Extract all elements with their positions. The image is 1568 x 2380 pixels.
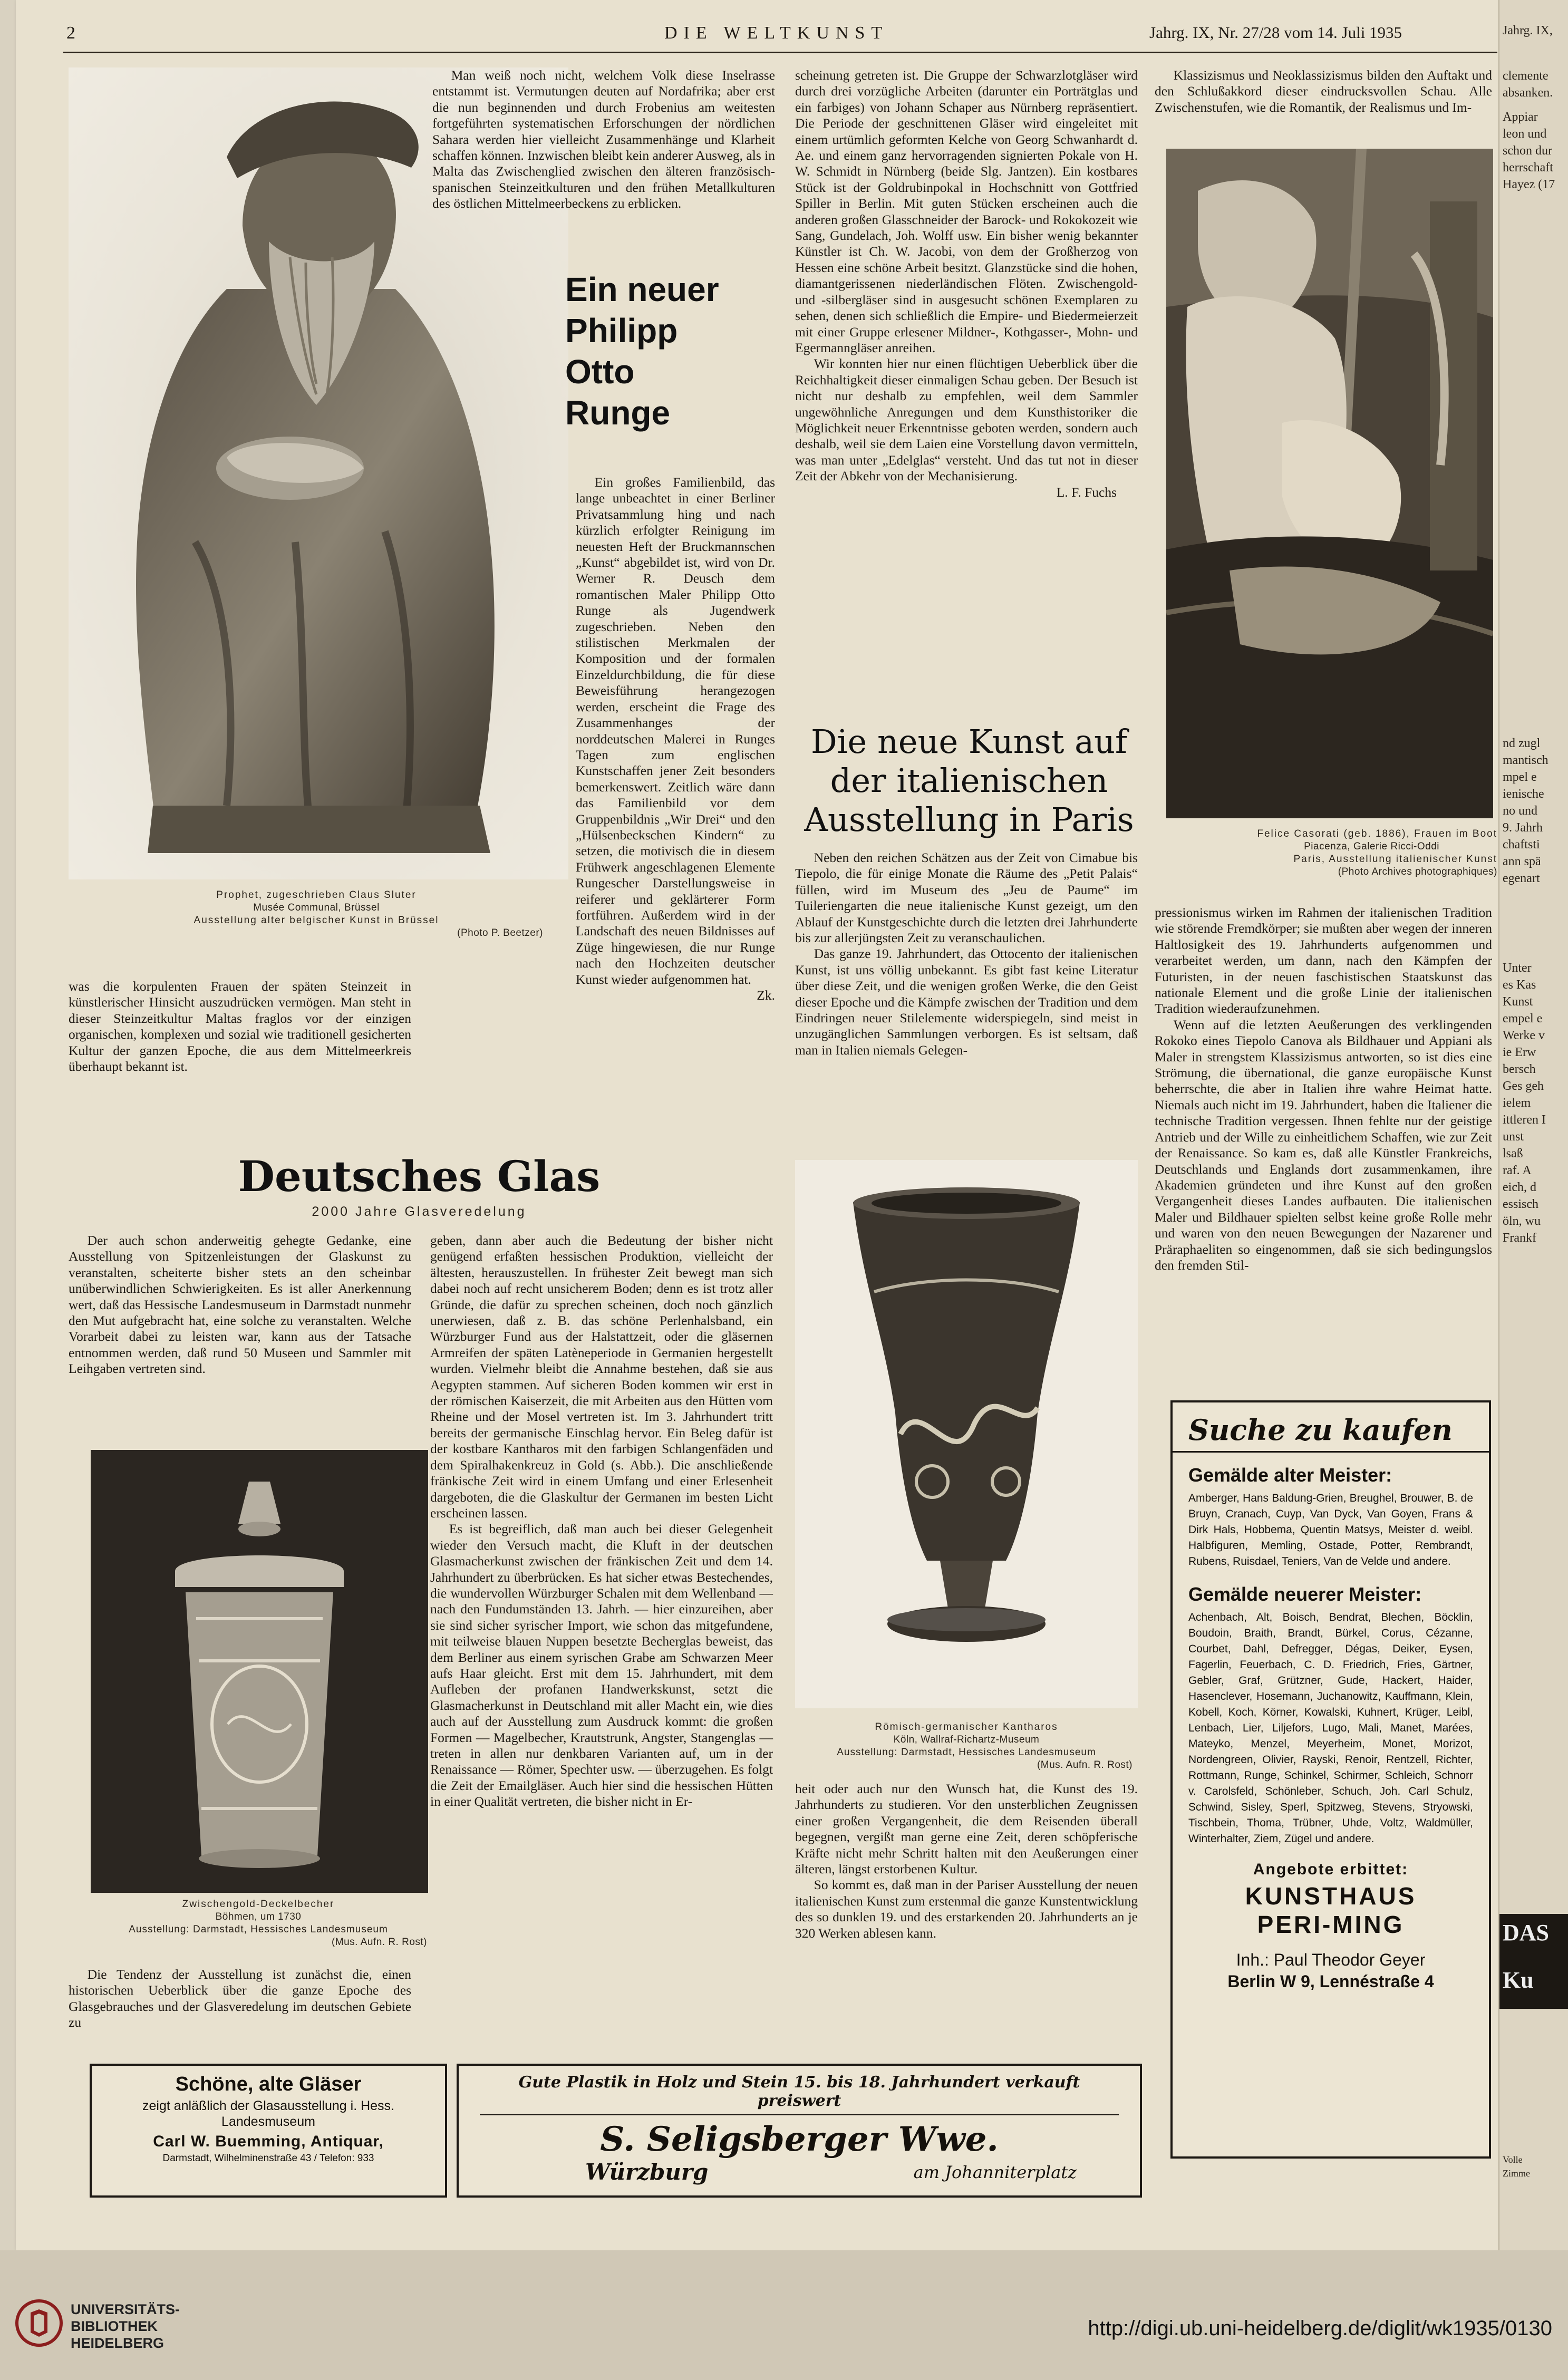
ad-text: zeigt anläßlich der Glasausstellung i. Hess. Landesmuseum	[142, 2098, 394, 2129]
fragment: no und	[1503, 804, 1537, 818]
ad-artist-list: Amberger, Hans Baldung-Grien, Breughel, Brouwer, B. de Bruyn, Cranach, Cuyp, Van Dyck, Van Goyen, Frans & Dirk Hals, Hobbema, Quentin Matsys, Meister d. weibl. Halbfiguren, Memling, Ostade, Potter, Rembrandt, Rubens, Ruisdael, Teniers, Van de Velde und andere.	[1188, 1492, 1473, 1568]
fragment: ittleren I	[1503, 1113, 1546, 1127]
ad-buemming	[90, 2064, 447, 2198]
ad-address: Darmstadt, Wilhelminenstraße 43 / Telefon: 933	[162, 2153, 374, 2164]
italian-art-text-lower	[1155, 905, 1492, 1273]
caption-line: Prophet, zugeschrieben Claus Sluter	[216, 889, 417, 901]
ad-seligsberger	[457, 2064, 1142, 2198]
caption-line: Ausstellung: Darmstadt, Hessisches Landesmuseum	[837, 1747, 1096, 1758]
fragment: ienische	[1503, 787, 1544, 801]
ad-kunsthaus-peri-ming	[1170, 1400, 1491, 2159]
university-library-logo-icon	[15, 2299, 63, 2347]
fragment: nd zugl	[1503, 737, 1541, 750]
malta-article-end	[69, 979, 411, 1075]
caption-line: Felice Casorati (geb. 1886), Frauen im Boot	[1257, 828, 1497, 839]
fragment: lsaß	[1503, 1147, 1523, 1160]
glas-subheadline: 2000 Jahre Glasveredelung	[312, 1204, 527, 1219]
casorati-painting-photo	[1166, 149, 1493, 818]
paragraph: geben, dann aber auch die Bedeutung der bisher nicht genügend erfaßten hessischen Produktion, vielleicht der ältesten, herauszustellen. In frühester Zeit bewegt man sich dabei noch auf recht unsicherem Boden; denn es ist trotz aller Gründe, die dafür zu sprechen scheinen, doch noch gänzlich unerwiesen, daß z. B. das schöne Perlenhalsband, ein Würzburger Fund aus der Halstattzeit, oder die gläsernen Armreifen der späten Latèneperiode in Germanien hergestellt wurden. Vielmehr bleibt die Annahme bestehen, daß sie aus Aegypten stammen. Auf sicheren Boden kommen wir erst in der römischen Kaiserzeit, die mit Arbeiten aus den Hütten vom Rheine und der Mosel vertreten ist. Im 3. Jahrhundert tritt bereits der germanische Einschlag hervor. Ein Beleg dafür ist der kostbare Kantharos mit den farbigen Schlangenfäden und dem Spiralhakenkreuz in Gold (s. Abb.). Die anschließende fränkische Zeit wird in einem Umfang und einer Erlesenheit dargeboten, die die Glaskultur der Germanen im besten Licht erscheinen lassen.	[430, 1233, 773, 1521]
paragraph: was die korpulenten Frauen der späten Steinzeit in künstlerischer Hinsicht auszudrücken vermögen. Man steht in dieser Steinzeitkultur Maltas fraglos vor der einzigen organischen, komplexen und sozial wie traditionell gesicherten Kultur der ganzen Epoche, die aus dem Mittelmeerkreis überhaupt bekannt ist.	[69, 979, 411, 1075]
fragment: Kunst	[1503, 995, 1533, 1009]
fragment: öln, wu	[1503, 1214, 1541, 1228]
runge-headline	[565, 269, 719, 433]
headline-line: Die neue Kunst auf	[811, 722, 1127, 761]
fragment: mpel e	[1503, 770, 1537, 784]
fragment: Werke v	[1503, 1029, 1545, 1042]
fragment: 9. Jahrh	[1503, 821, 1543, 835]
fragment: bersch	[1503, 1062, 1536, 1076]
library-name-line: BIBLIOTHEK	[71, 2318, 158, 2334]
kantharos-photo	[795, 1160, 1138, 1708]
next-page-edge	[1498, 0, 1568, 2250]
paragraph: Wenn auf die letzten Aeußerungen des verklingenden Rokoko eines Tiepolo Canova als Bildhauer und Appiani als Maler in strengstem Klassizismus antworten, so ist dies eine Strömung, die übernational, die ganze europäische Kunst beherrschte, die aber in Italien ihre wahre Heimat hatte. Niemals auch nicht im 19. Jahrhundert, haben die Italiener die technische Tradition vergessen. Ihnen fehlte nur der geistige Antrieb und der Wille zu einheitlichem Schaffen, wie zur Zeit der Renaissance. So kam es, daß alle Künstler Frankreichs, Deutschlands und Englands dort zusammenkamen, ihre Akademien gründeten und ihre Kunst auf den großen Vergangenheit dieses Landes aufbauten. Die italienischen Maler und Bildhauer spielten selbst keine große Rolle mehr und waren von den neuen Bewegungen der Nazarener und Präraphaeliten so eingenommen, daß sie sich bedingungslos den fremden Stil-	[1155, 1017, 1492, 1273]
italian-art-text-top	[1155, 67, 1492, 115]
fragment: ann spä	[1503, 855, 1541, 868]
newspaper-page	[16, 0, 1498, 2250]
library-name	[71, 2301, 180, 2352]
headline-line: Ein neuer	[565, 270, 719, 308]
ad-section-heading: Gemälde neuerer Meister:	[1188, 1583, 1422, 1605]
fragment: eich, d	[1503, 1181, 1536, 1194]
fragment: Ges geh	[1503, 1079, 1544, 1093]
women-in-boat-image	[1166, 149, 1493, 818]
fragment: leon und	[1503, 127, 1547, 141]
paragraph: Wir konnten hier nur einen flüchtigen Ueberblick über die Reichhaltigkeit dieser einmaligen Schau geben. Der Besuch ist nicht nur deshalb zu empfehlen, weil dem Sammler ungewöhnliche Anregungen und dem Kunsthistoriker die Möglichkeit neuer Erkenntnisse geboten werden, sondern auch deshalb, weil sie dem Laien eine Vorstellung davon vermitteln, was man unter „Edelglas“ versteht. Und das tut not in dieser Zeit der Abkehr von der Mechanisierung.	[795, 356, 1138, 484]
ad-address: am Johanniterplatz	[913, 2162, 1077, 2182]
fragment: chaftsti	[1503, 838, 1540, 852]
fragment: es Kas	[1503, 978, 1536, 992]
glas-headline: Deutsches Glas	[238, 1152, 601, 1201]
ad-firm: S. Seligsberger Wwe.	[600, 2120, 999, 2159]
deckelbecher-photo	[91, 1450, 428, 1893]
headline-line: Philipp	[565, 312, 678, 350]
caption-line: Ausstellung alter belgischer Kunst in Brüssel	[193, 915, 439, 926]
ad-offers: Angebote erbittet:	[1253, 1861, 1409, 1878]
headline-line: Otto	[565, 353, 635, 391]
paragraph: Es ist begreiflich, daß man auch bei dieser Gelegenheit wieder den Versuch macht, die Kluft in der deutschen Glasmacherkunst zwischen der fränkischen Zeit und dem 14. Jahrhundert zu überbrücken. Es hat sicher etwas Bestechendes, die wundervollen Würzburger Schalen mit dem Wellenband — nach den Fundumständen 13. Jahrh. — hier einzureihen, aber sie sind sicher syrischer Import, wie schon das mitgefundene, mit teilweise blauen Nuppen besetzte Becherglas beweist, das dem Berliner aus einem syrischen Grabe am Schwarzen Meer aufs Haar gleicht. Erst mit dem 15. Jahrhundert, mit dem Aufleben der profanen Handwerkskunst, setzt die Glasmacherkunst in Deutschland mit aller Macht ein, wie dies auch auf der Ausstellung zum Ausdruck kommt: die großen Formen — Magelbecher, Krautstrunk, Angster, Stangenglas — treten in allen nur denkbaren Varianten auf, um in der Renaissance — Römer, Spechter usw. — überzugehen. Es folgt die Zeit der Emailgläser. Auch hier sind die hessischen Hütten in einer Qualität vertreten, die bisher nicht in Er-	[430, 1521, 773, 1810]
paragraph: pressionismus wirken im Rahmen der italienischen Tradition wie störende Fremdkörper; sie mußten aber wegen der inneren Haltlosigkeit des 19. Jahrhunderts aufgenommen und verarbeitet werden, um dann, nach den Kämpfen der Futuristen, in der neuen faschistischen Staatskunst das nationale Element und die große Linie der italienischen Tradition wiederaufzunehmen.	[1155, 905, 1492, 1017]
ad-city: Würzburg	[585, 2159, 709, 2185]
fragment: Volle	[1503, 2154, 1523, 2165]
fragment: essisch	[1503, 1197, 1538, 1211]
headline-line: der italienischen	[830, 761, 1108, 800]
fragment: absanken.	[1503, 86, 1553, 100]
photo-credit: (Photo P. Beetzer)	[457, 927, 543, 939]
runge-article-text	[576, 475, 775, 1003]
fragment: egenart	[1503, 872, 1540, 885]
headline-line: Runge	[565, 394, 671, 432]
fragment: Appiar	[1503, 110, 1538, 124]
paragraph: heit oder auch nur den Wunsch hat, die Kunst des 19. Jahrhunderts zu studieren. Vor den unsterblichen Zeugnissen einer großen Vergangenheit, die dem Reisenden überall begegnen, vergißt man gerne eine Zeit, deren schöpferische Kräfte nicht mehr Schritt halten mit den Aeußerungen einer älteren, längst erstorbenen Kultur.	[795, 1781, 1138, 1877]
ad-owner: Inh.: Paul Theodor Geyer	[1236, 1950, 1426, 1969]
paragraph: Das ganze 19. Jahrhundert, das Ottocento der italienischen Kunst, ist uns völlig unbekannt. Es gibt fast keine Literatur über diese Zeit, und die wenigen großen Werke, die den Geist dieser Epoche und die Kämpfe zwischen der Tradition und dem Eindringen neuer Stilelemente widerspiegeln, sind meist in unzugänglichen Sammlungen verborgen. Es ist seltsam, daß man in Italien niemals Gelegen-	[795, 946, 1138, 1058]
fragment: empel e	[1503, 1012, 1543, 1025]
photo-credit: (Photo Archives photographiques)	[1338, 866, 1497, 877]
caption-line: Musée Communal, Brüssel	[253, 902, 380, 913]
paragraph: Klassizismus und Neoklassizismus bilden den Auftakt und den Schlußakkord dieser eindrucksvollen Schau. Alle Zwischenstufen, wie die Romantik, der Realismus und Im-	[1155, 67, 1492, 115]
header-rule	[63, 52, 1497, 53]
caption-line: Piacenza, Galerie Ricci-Oddi	[1304, 841, 1439, 852]
fragment: Jahrg. IX,	[1503, 24, 1553, 37]
glas-article-col2	[430, 1233, 773, 1810]
issue-info: Jahrg. IX, Nr. 27/28 vom 14. Juli 1935	[1149, 23, 1402, 42]
caption-line: Ausstellung: Darmstadt, Hessisches Landesmuseum	[129, 1924, 388, 1935]
fragment: ie Erw	[1503, 1046, 1536, 1059]
ad-firm: PERI-MING	[1257, 1911, 1405, 1938]
casorati-caption	[1155, 828, 1497, 878]
paris-headline	[795, 722, 1143, 839]
ad-title: Schöne, alte Gläser	[175, 2073, 362, 2095]
malta-article-continuation	[432, 67, 775, 212]
masthead: DIE WELTKUNST	[664, 23, 889, 43]
fragment: Zimme	[1503, 2168, 1530, 2179]
kantharos-image	[795, 1160, 1138, 1708]
paragraph: So kommt es, daß man in der Pariser Ausstellung der neuen italienischen Kunst zum erstenmal die ganze Kunstentwicklung des so dunklen 19. und des erstarkenden 20. Jahrhunderts an je 320 Werken ablesen kann.	[795, 1877, 1138, 1941]
deckelbecher-caption	[84, 1898, 432, 1949]
paragraph: Der auch schon anderweitig gehegte Gedanke, eine Ausstellung von Spitzenleistungen der Glaskunst zu veranstalten, scheiterte bisher stets an den scheinbar unüberwindlichen Schwierigkeiten. Es ist aller Anerkennung wert, daß das Hessische Landesmuseum in Darmstadt nunmehr den Mut aufgebracht hat, eine solche zu veranstalten. Welche Vorarbeit dabei zu leisten war, kann aus der Tatsache entnommen werden, daß rund 50 Museen und Sammler mit Leihgaben vertreten sind.	[69, 1233, 411, 1377]
glas-article-col1-end	[69, 1967, 411, 2031]
caption-line: Paris, Ausstellung italienischer Kunst	[1293, 854, 1497, 865]
glas-article-col1	[69, 1233, 411, 1377]
paragraph: scheinung getreten ist. Die Gruppe der Schwarzlotgläser wird durch drei vorzügliche Arbeiten (darunter ein Porträtglas und ein farbiges) von Johann Schaper aus Nürnberg repräsentiert. Die Periode der geschnittenen Gläser wird eingeleitet mit einem urtümlich geformten Kelche von Georg Schwanhardt d. Ae. und einem ganz hervorragenden signierten Pokale von H. W. Schmidt in Nürnberg (beide Slg. Jantzen). Ein kostbares Stück ist der Goldrubinpokal in Hochschnitt von Gottfried Spiller in Berlin. Mit guten Stücken erscheinen auch die anderen großen Glasschneider der Barock- und Rokokozeit wie Sang, Gundelach, Joh. Wolff usw. Ein bisher wenig bekannter Künstler ist Ch. W. Jacobi, von dem der Großherzog von Hessen eine schöne Arbeit besitzt. Glanzstücke sind die hohen, diamantgerissenen niederländischen Flöten. Zwischengold- und -silbergläser sind in ausgesucht schönen Exemplaren zu sehen, denen sich schließlich die Empire- und Biedermeierzeit mit einer Gruppe erlesener Mildner-, Kothgasser-, Mohn- und Egermanngläser anreihen.	[795, 67, 1138, 355]
fragment: raf. A	[1503, 1164, 1532, 1177]
fragment: mantisch	[1503, 753, 1548, 767]
library-footer	[0, 2250, 1568, 2380]
fragment: Ku	[1503, 1967, 1534, 1993]
fragment: herrschaft	[1503, 161, 1553, 175]
signature: Zk.	[757, 988, 775, 1003]
fragment: ielem	[1503, 1096, 1531, 1110]
source-url-link[interactable]: http://digi.ub.uni-heidelberg.de/diglit/wk1935/0130	[1088, 2317, 1552, 2340]
library-name-line: HEIDELBERG	[71, 2335, 164, 2351]
ad-title: Suche zu kaufen	[1173, 1402, 1489, 1453]
photo-credit: (Mus. Aufn. R. Rost)	[331, 1937, 427, 1948]
page-number: 2	[66, 23, 75, 43]
ad-location	[459, 2159, 1140, 2185]
glass-article-top-continuation	[795, 67, 1138, 500]
signature: L. F. Fuchs	[1056, 484, 1117, 500]
paragraph: Ein großes Familienbild, das lange unbeachtet in einer Berliner Privatsammlung hing und nach kürzlich erfolgter Reinigung im neuesten Heft der Bruckmannschen „Kunst“ abgebildet ist, wird von Dr. Werner R. Deusch dem romantischen Maler Philipp Otto Runge als Jugendwerk zugeschrieben. Neben den stilistischen Merkmalen der Komposition und der formalen Einzeldurchbildung, die für diese Beweisführung herangezogen werden, erscheint die Frage des Zusammenhanges der norddeutschen Malerei in Runges Tagen zum englischen Kunstschaffen jener Zeit besonders bemerkenswert. Zeitlich wäre dann das Familienbild vor dem Gruppenbildnis „Wir Drei“ und den „Hülsenbeckschen Kindern“ zu setzen, die motivisch die in diesem Frühwerk angeschlagenen Elemente Rungescher Darstellungsweise in reiferer und geklärterer Form fortführen. Außerdem wird in der Landschaft des neuen Bildnisses auf Züge hingewiesen, die nur Runge nach den Hochzeiten deutscher Kunst wieder aufgenommen hat.	[576, 475, 775, 987]
ad-section-heading: Gemälde alter Meister:	[1188, 1464, 1392, 1486]
caption-line: Römisch-germanischer Kantharos	[875, 1721, 1058, 1733]
fragment: unst	[1503, 1130, 1524, 1144]
sculpture-caption	[84, 889, 548, 940]
ad-firm: KUNSTHAUS	[1245, 1882, 1417, 1910]
paragraph: Die Tendenz der Ausstellung ist zunächst die, einen historischen Ueberblick über die ganze Epoche des Glasgebrauches und der Glasveredelung im deutschen Gebiete zu	[69, 1967, 411, 2030]
ad-name: Carl W. Buemming, Antiquar,	[153, 2133, 384, 2150]
ad-text: Gute Plastik in Holz und Stein 15. bis 18. Jahrhundert verkauft preiswert	[480, 2066, 1119, 2115]
paris-article-col3-end	[795, 1781, 1138, 1941]
covered-beaker-image	[91, 1450, 428, 1893]
paragraph: Neben den reichen Schätzen aus der Zeit von Cimabue bis Tiepolo, die für einige Monate die Räume des „Petit Palais“ füllen, wird im Museum des „Jeu de Paume“ im Tuileriengarten die neue italienische Kunst gezeigt, um den Ablauf der Kunstgeschichte durch die letzten drei Jahrhunderte bis zur allerjüngsten Zeit zu veranschaulichen.	[795, 850, 1138, 946]
headline-line: Ausstellung in Paris	[804, 800, 1134, 839]
ad-address: Berlin W 9, Lennéstraße 4	[1227, 1972, 1434, 1991]
photo-credit: (Mus. Aufn. R. Rost)	[1037, 1759, 1133, 1771]
fragment: clemente	[1503, 69, 1548, 83]
fragment: Hayez (17	[1503, 178, 1555, 191]
fragment: schon dur	[1503, 144, 1552, 158]
ad-artist-list: Achenbach, Alt, Boisch, Bendrat, Blechen, Böcklin, Boudoin, Braith, Brandt, Bürkel, Corus, Cézanne, Courbet, Dahl, Defregger, Dégas, Deiker, Eysen, Fagerlin, Feuerbach, C. D. Friedrich, Fries, Gärtner, Gebler, Graf, Grützner, Gude, Hackert, Haider, Hasenclever, Hosemann, Juchanowitz, Kauffmann, Klein, Kobell, Koch, Körner, Kowalski, Kuhnert, Krüger, Leibl, Lenbach, Lier, Liljefors, Lugo, Mali, Manet, Marées, Mateyko, Menzel, Meyerheim, Monet, Morizot, Nordengreen, Olivier, Rayski, Renoir, Rentzell, Richter, Rottmann, Runge, Schinkel, Schirmer, Schleich, Schnorr v. Carolsfeld, Schönleber, Schuch, Joh. Carl Schulz, Schwind, Sisley, Sperl, Spitzweg, Stevens, Stryowski, Tischbein, Thoma, Trübner, Uhde, Voltz, Waldmüller, Winterhalter, Ziem, Zügel und andere.	[1188, 1611, 1473, 1845]
fragment: DAS	[1503, 1920, 1550, 1946]
fragment: Frankf	[1503, 1231, 1536, 1245]
caption-line: Böhmen, um 1730	[215, 1911, 302, 1922]
library-name-line: UNIVERSITÄTS-	[71, 2301, 180, 2317]
caption-line: Zwischengold-Deckelbecher	[182, 1899, 335, 1910]
page-header	[16, 23, 1498, 50]
paragraph: Man weiß noch nicht, welchem Volk diese Inselrasse entstammt ist. Vermutungen deuten auf Nordafrika; aber erst die nun beginnenden und durch Frobenius am weitesten fortgeführten systematischen Erforschungen der nördlichen Sahara werden hier vielleicht Zusammenhänge und Klarheit schaffen können. Inzwischen bleibt kein anderer Ausweg, als in Malta das Zwischenglied zwischen den älteren französisch-spanischen Steinzeitkulturen und den frühen Metallkulturen des östlichen Mittelmeerbeckens zu erblicken.	[432, 67, 775, 211]
caption-line: Köln, Wallraf-Richartz-Museum	[893, 1734, 1040, 1745]
paris-article-text	[795, 850, 1138, 1058]
fragment: Unter	[1503, 961, 1532, 975]
kantharos-caption	[795, 1721, 1138, 1772]
